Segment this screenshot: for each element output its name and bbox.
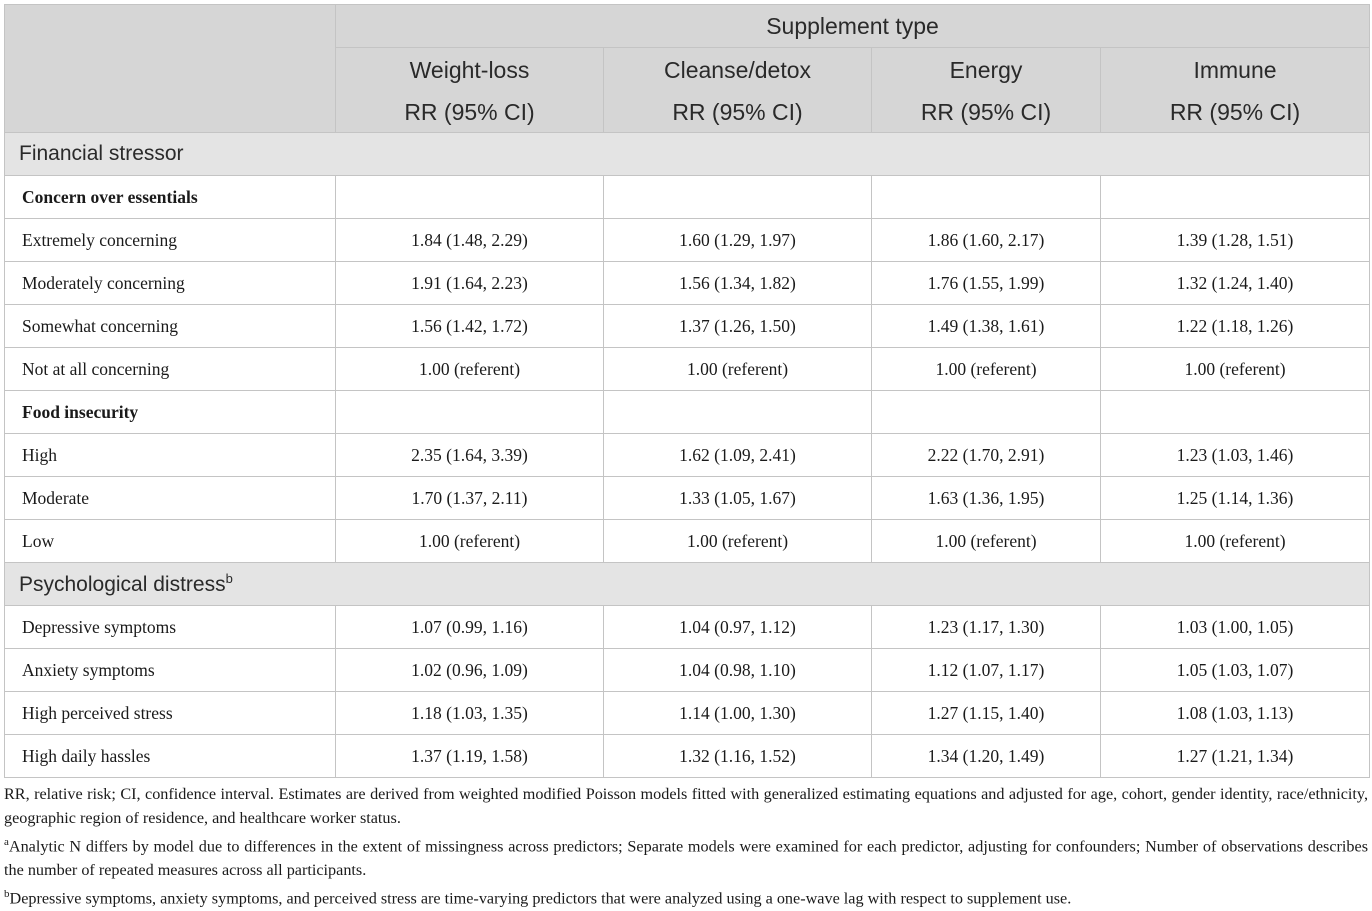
row-label: Not at all concerning [5,348,336,391]
energy-value: 1.49 (1.38, 1.61) [872,305,1101,348]
immune-value: 1.22 (1.18, 1.26) [1101,305,1370,348]
weight-loss-value: 1.02 (0.96, 1.09) [336,649,604,692]
footnote-marker: b [225,571,233,586]
footnote-text: Analytic N differs by model due to differences in the extent of missingness across predictors; Separate models were examined for each predictor, adjusting for confounders; Number of observations describes the number of repeated measures across all participants. [4,837,1368,880]
cleanse-detox-value: 1.32 (1.16, 1.52) [604,735,872,778]
cleanse-detox-value: 1.62 (1.09, 2.41) [604,434,872,477]
table-row [5,735,1370,778]
weight-loss-value: 2.35 (1.64, 3.39) [336,434,604,477]
results-table [4,4,1370,778]
footnote-marker: b [4,888,10,901]
immune-value: 1.39 (1.28, 1.51) [1101,219,1370,262]
column-stat: RR (95% CI) [672,99,803,125]
cleanse-detox-value: 1.04 (0.98, 1.10) [604,649,872,692]
table-row [5,305,1370,348]
empty-cell [872,176,1101,219]
table-row [5,520,1370,563]
immune-value: 1.08 (1.03, 1.13) [1101,692,1370,735]
column-name: Immune [1193,57,1277,83]
cleanse-detox-value: 1.04 (0.97, 1.12) [604,606,872,649]
section-title-text: Psychological distress [19,573,226,596]
row-label: High perceived stress [5,692,336,735]
footnote-marker: a [4,836,9,848]
energy-value: 1.63 (1.36, 1.95) [872,477,1101,520]
immune-value: 1.27 (1.21, 1.34) [1101,735,1370,778]
empty-cell [1101,176,1370,219]
header-corner-cell [5,5,336,133]
column-name: Cleanse/detox [663,57,812,83]
column-stat: RR (95% CI) [920,99,1052,125]
table-row [5,434,1370,477]
weight-loss-value: 1.56 (1.42, 1.72) [336,305,604,348]
row-label: Depressive symptoms [5,606,336,649]
row-label: High [5,434,336,477]
table-row [5,477,1370,520]
subgroup-label: Concern over essentials [5,176,336,219]
column-name: Energy [949,57,1023,83]
section-title: Financial stressor [5,133,1370,176]
energy-value: 1.86 (1.60, 2.17) [872,219,1101,262]
table-row [5,649,1370,692]
table-footnotes [4,782,1368,911]
column-name: Weight-loss [409,57,530,83]
immune-value: 1.32 (1.24, 1.40) [1101,262,1370,305]
empty-cell [872,391,1101,434]
empty-cell [604,391,872,434]
cleanse-detox-value: 1.60 (1.29, 1.97) [604,219,872,262]
column-header-weight-loss [336,48,604,133]
weight-loss-value: 1.00 (referent) [336,520,604,563]
row-label: Moderately concerning [5,262,336,305]
table-row [5,348,1370,391]
cleanse-detox-value: 1.56 (1.34, 1.82) [604,262,872,305]
immune-value: 1.00 (referent) [1101,520,1370,563]
section-title [5,563,1370,606]
energy-value: 1.12 (1.07, 1.17) [872,649,1101,692]
weight-loss-value: 1.91 (1.64, 2.23) [336,262,604,305]
weight-loss-value: 1.00 (referent) [336,348,604,391]
row-label: High daily hassles [5,735,336,778]
weight-loss-value: 1.07 (0.99, 1.16) [336,606,604,649]
table-row [5,692,1370,735]
table-row [5,219,1370,262]
cleanse-detox-value: 1.14 (1.00, 1.30) [604,692,872,735]
empty-cell [336,391,604,434]
energy-value: 1.00 (referent) [872,520,1101,563]
empty-cell [1101,391,1370,434]
subgroup-row-food-insecurity [5,391,1370,434]
immune-value: 1.23 (1.03, 1.46) [1101,434,1370,477]
immune-value: 1.25 (1.14, 1.36) [1101,477,1370,520]
weight-loss-value: 1.18 (1.03, 1.35) [336,692,604,735]
subgroup-label: Food insecurity [5,391,336,434]
footnote-main: RR, relative risk; CI, confidence interval. Estimates are derived from weighted modified Poisson models fitted with generalized estimating equations and adjusted for age, cohort, gender identity, race/ethnicity, geographic region of residence, and healthcare worker status. [4,785,1368,827]
column-header-immune [1101,48,1370,133]
column-header-energy [872,48,1101,133]
empty-cell [604,176,872,219]
row-label: Extremely concerning [5,219,336,262]
footnote-a [4,830,1368,882]
energy-value: 2.22 (1.70, 2.91) [872,434,1101,477]
table-row [5,606,1370,649]
cleanse-detox-value: 1.37 (1.26, 1.50) [604,305,872,348]
column-stat: RR (95% CI) [1169,99,1301,125]
immune-value: 1.00 (referent) [1101,348,1370,391]
column-stat: RR (95% CI) [404,99,535,125]
energy-value: 1.27 (1.15, 1.40) [872,692,1101,735]
energy-value: 1.23 (1.17, 1.30) [872,606,1101,649]
cleanse-detox-value: 1.00 (referent) [604,348,872,391]
row-label: Low [5,520,336,563]
empty-cell [336,176,604,219]
weight-loss-value: 1.37 (1.19, 1.58) [336,735,604,778]
weight-loss-value: 1.84 (1.48, 2.29) [336,219,604,262]
footnote-text: Depressive symptoms, anxiety symptoms, and perceived stress are time-varying predictors that were analyzed using a one-wave lag with respect to supplement use. [9,889,1072,908]
column-header-cleanse-detox [604,48,872,133]
supplement-type-header: Supplement type [336,5,1370,48]
section-row-financial-stressor [5,133,1370,176]
header-row-group [5,5,1370,48]
immune-value: 1.05 (1.03, 1.07) [1101,649,1370,692]
immune-value: 1.03 (1.00, 1.05) [1101,606,1370,649]
energy-value: 1.76 (1.55, 1.99) [872,262,1101,305]
section-row-psychological-distress [5,563,1370,606]
row-label: Anxiety symptoms [5,649,336,692]
energy-value: 1.00 (referent) [872,348,1101,391]
weight-loss-value: 1.70 (1.37, 2.11) [336,477,604,520]
cleanse-detox-value: 1.00 (referent) [604,520,872,563]
cleanse-detox-value: 1.33 (1.05, 1.67) [604,477,872,520]
energy-value: 1.34 (1.20, 1.49) [872,735,1101,778]
row-label: Moderate [5,477,336,520]
table-row [5,262,1370,305]
subgroup-row-concern-over-essentials [5,176,1370,219]
results-table-container [4,4,1369,778]
row-label: Somewhat concerning [5,305,336,348]
